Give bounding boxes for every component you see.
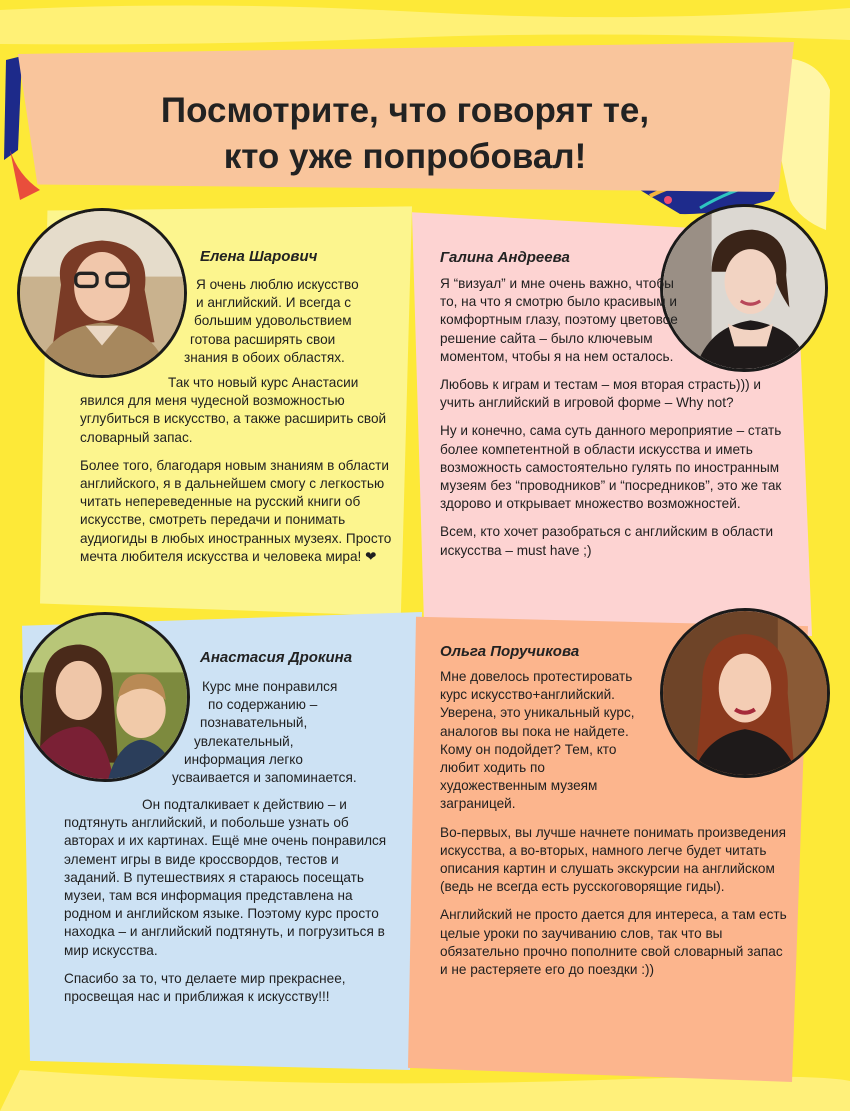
page-title-line-2: кто уже попробовал! bbox=[223, 137, 587, 176]
intro-line: информация легко bbox=[184, 751, 303, 767]
intro-line: знания в обоих областях. bbox=[184, 349, 345, 365]
intro-line: познавательный, bbox=[200, 715, 308, 731]
testimonial-paragraph: Я “визуал” и мне очень важно, чтобы то, на что я смотрю было красивым и комфортным глазу, поэтому цветовое решение сайта – было ключевым моментом, чтобы я на нем осталось. bbox=[440, 276, 678, 364]
intro-line: и английский. И всегда с bbox=[196, 295, 352, 311]
testimonial-body-elena bbox=[80, 374, 395, 576]
testimonial-paragraph: Он подталкивает к действию – и подтянуть английский, и побольше узнать об авторах и их картинах. Ещё мне очень понравился элемент игры в виде кроссвордов, тестов и заданий. В путешествиях я стараюсь посещать музеи, там вся информация представлена на родном и английском языке. Поэтому курс просто находка – и английский подтянуть, и погрузиться в мир искусства. bbox=[64, 797, 387, 958]
testimonial-body-anastasia bbox=[64, 796, 389, 1016]
testimonial-paragraph: Спасибо за то, что делаете мир прекраснее, просвещая нас и приближая к искусству!!! bbox=[64, 970, 346, 1005]
testimonial-paragraph: Более того, благодаря новым знаниям в области английского, я в дальнейшем смогу с легкостью читать непереведенные на русский книги об искусстве, смотреть передачи и понимать аудиогиды в любых иностранных музеях. Просто мечта любителя искусства и человека мира! ❤ bbox=[80, 457, 392, 564]
testimonial-paragraph: Английский не просто дается для интереса, а там есть целые уроки по заучиванию слов, так что вы обязательно прочно пополните свой словарный запас и не растеряете его до поездки :)) bbox=[440, 907, 787, 978]
intro-line: по содержанию – bbox=[208, 697, 318, 713]
testimonial-name-elena: Елена Шарович bbox=[200, 248, 318, 265]
testimonial-paragraph: Во-первых, вы лучше начнете понимать произведения искусства, а во-вторых, намного легче будет читать описания картин и слушать экскурсии на английском (ведь не всегда есть русскоговорящие гиды). bbox=[440, 824, 786, 895]
testimonial-body-olga bbox=[440, 668, 790, 989]
testimonial-paragraph: Ну и конечно, сама суть данного мероприятие – стать более компетентной в области искусства и иметь возможность самостоятельно гулять по иностранным музеям без “проводников” и “посредников”, это же так здорово и открывает множество возможностей. bbox=[440, 423, 782, 512]
testimonial-name-anastasia: Анастасия Дрокина bbox=[200, 649, 353, 666]
testimonial-paragraph: Всем, кто хочет разобраться с английским в области искусства – must have ;) bbox=[440, 524, 774, 558]
page-title bbox=[40, 88, 770, 180]
testimonial-name-olga: Ольга Поручикова bbox=[440, 643, 580, 660]
intro-line: Курс мне понравился bbox=[202, 679, 338, 694]
intro-line: Я очень люблю искусство bbox=[196, 277, 359, 292]
avatar-anastasia-photo bbox=[20, 612, 190, 782]
testimonial-paragraph: Мне довелось протестировать курс искусство+английский. Уверена, это уникальный курс, аналогов вы пока не найдете. Кому он подойдет? Тем, кто любит ходить по художественным музеям заграницей. bbox=[440, 669, 635, 812]
intro-line: увлекательный, bbox=[194, 733, 294, 749]
testimonial-intro-elena bbox=[180, 276, 390, 367]
testimonial-paragraph: Любовь к играм и тестам – моя вторая страсть))) и учить английский в игровой форме – Why not? bbox=[440, 377, 762, 411]
testimonial-name-galina: Галина Андреева bbox=[440, 249, 570, 266]
testimonial-paragraph: Так что новый курс Анастасии явился для меня чудесной возможностью углубиться в искусство, а также расширить свой словарный запас. bbox=[80, 375, 387, 445]
intro-line: усваивается и запоминается. bbox=[172, 770, 357, 786]
testimonial-body-galina bbox=[440, 275, 795, 570]
page-title-line-1: Посмотрите, что говорят те, bbox=[160, 91, 650, 130]
avatar-elena-photo bbox=[17, 208, 187, 378]
intro-line: готова расширять свои bbox=[190, 331, 336, 347]
intro-line: большим удовольствием bbox=[194, 313, 352, 329]
testimonial-intro-anastasia bbox=[170, 678, 400, 787]
